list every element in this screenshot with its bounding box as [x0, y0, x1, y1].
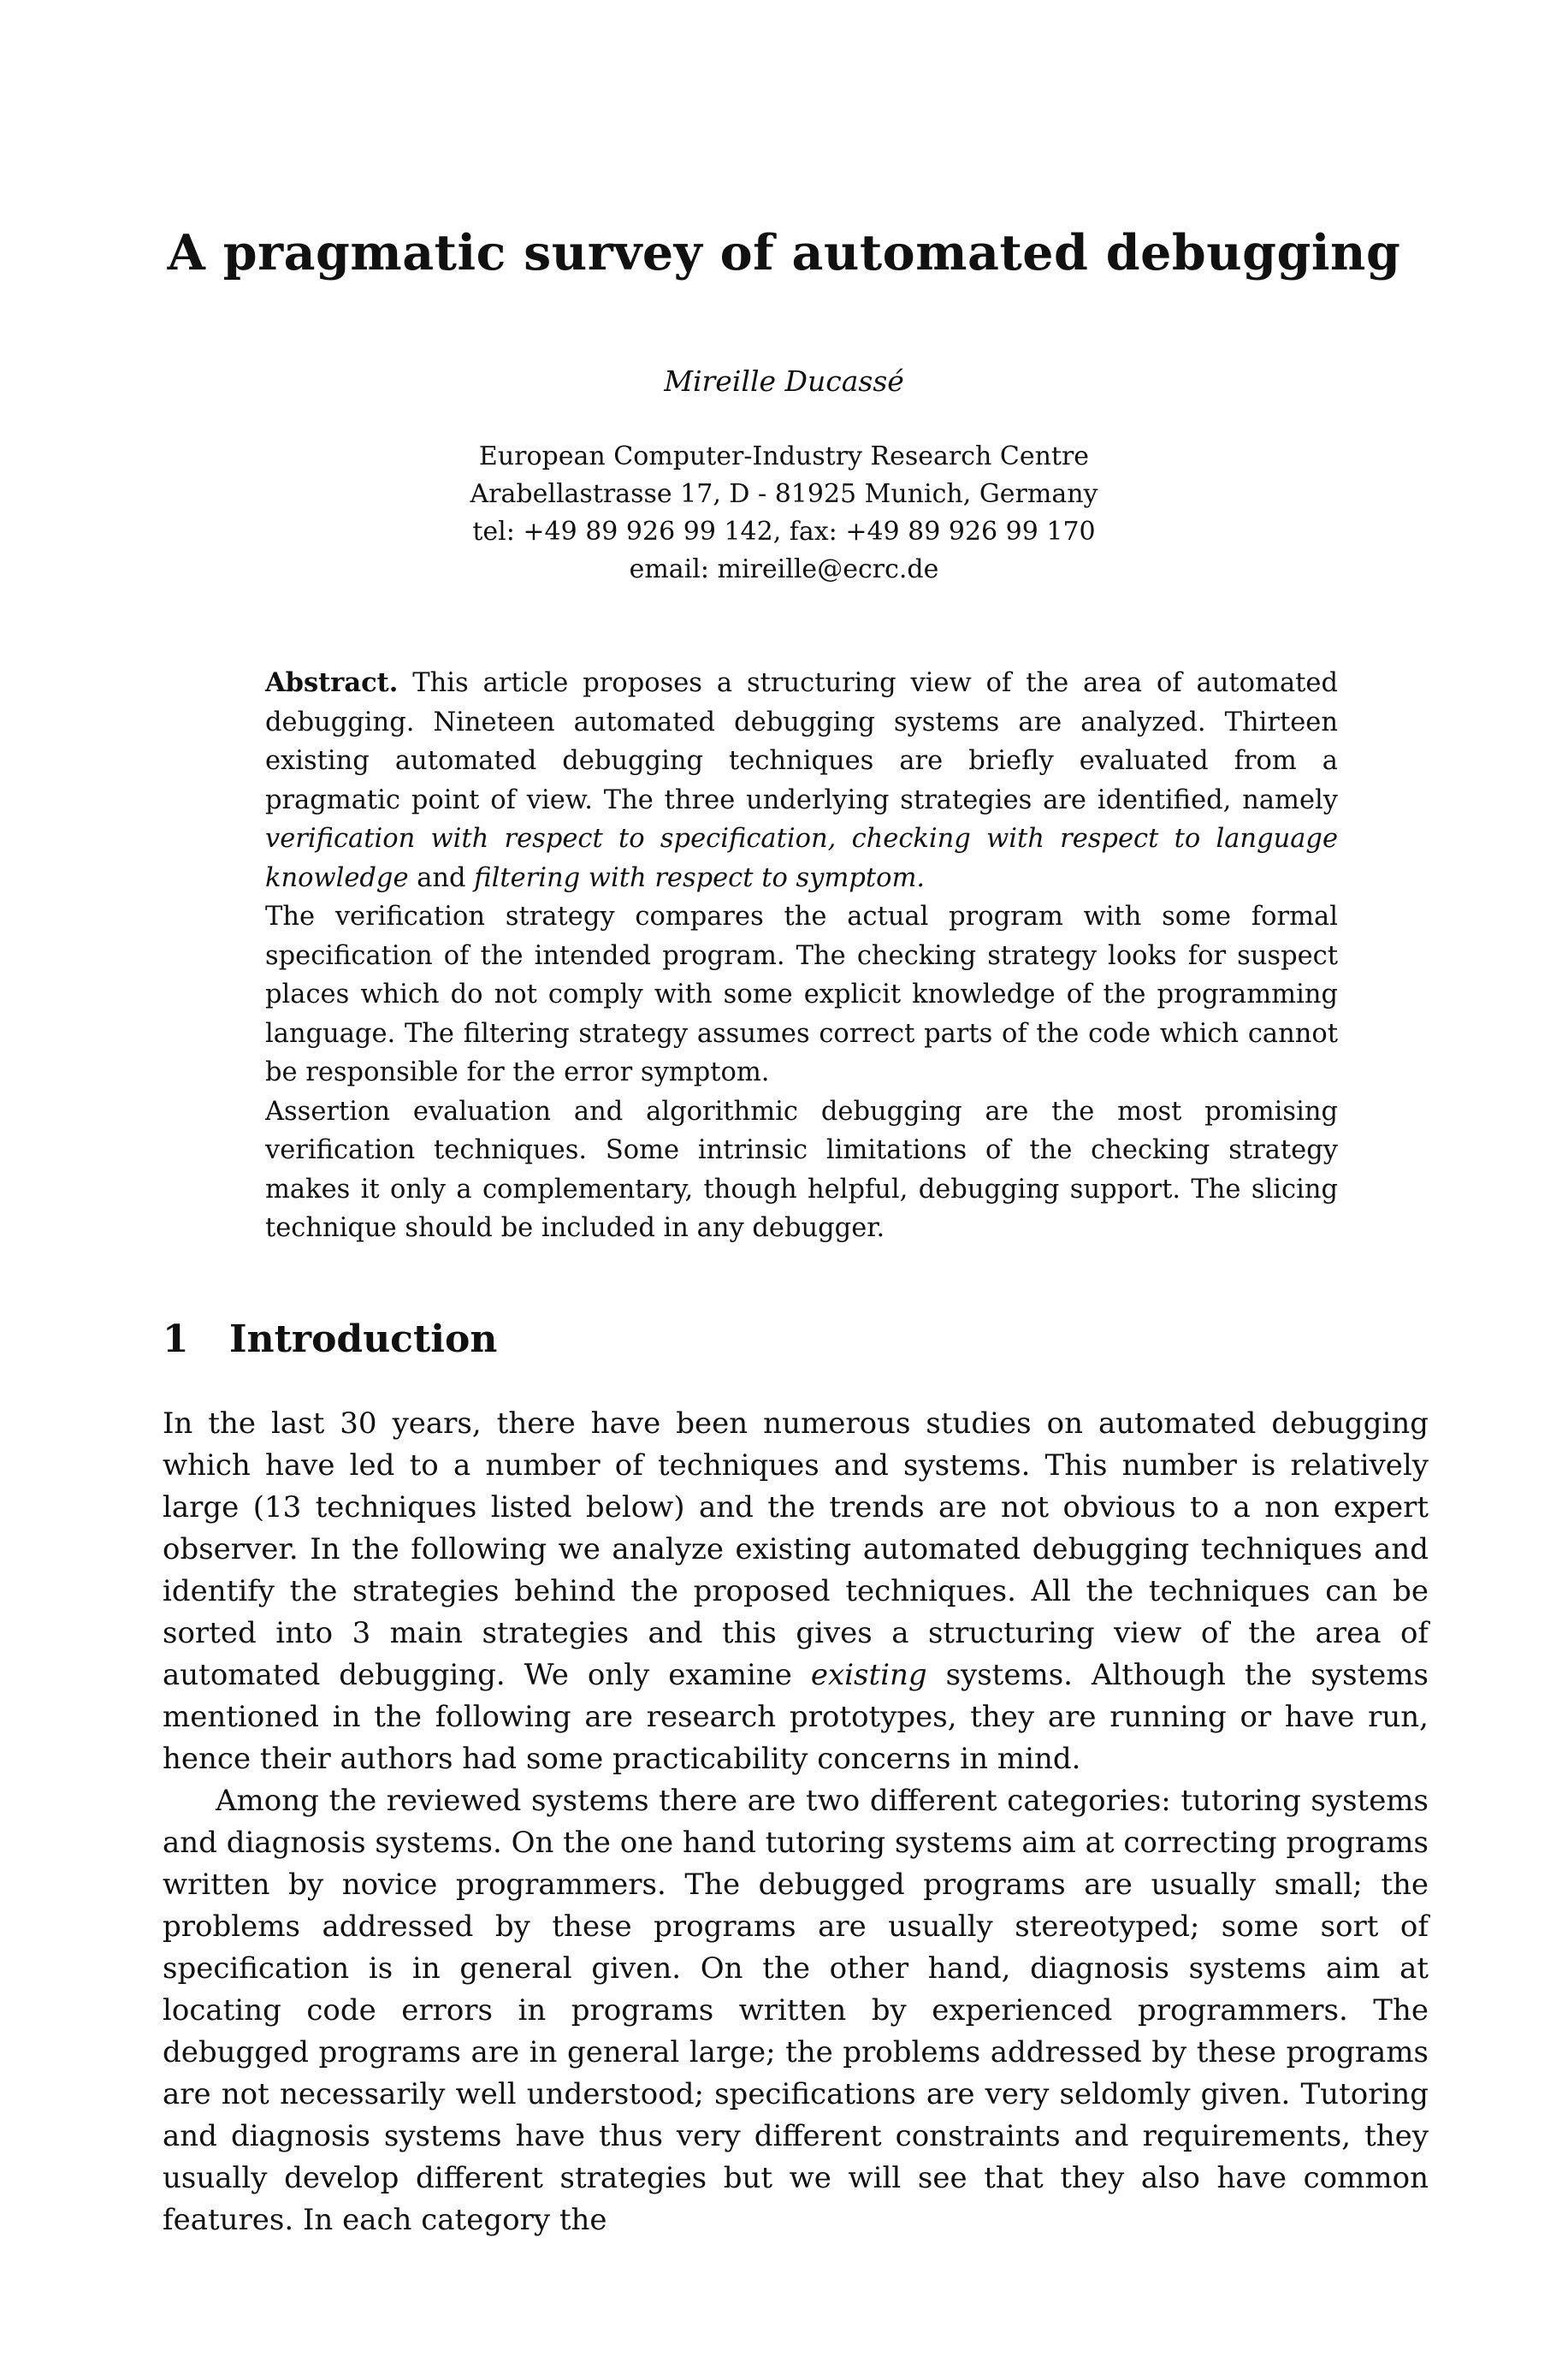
- intro-text: systems. Although the systems mentioned in the following are research prototypes, they are running or have run, hence their authors had some practicability concerns in mind.: [163, 1658, 1429, 1776]
- affiliation-email: email: mireille@ecrc.de: [629, 554, 939, 584]
- intro-paragraph-1: [163, 1403, 1429, 1780]
- abstract-paragraph-1: [265, 664, 1338, 897]
- affiliation-phone: tel: +49 89 926 99 142, fax: +49 89 926 99 170: [472, 517, 1096, 547]
- abstract-paragraph-2: The verification strategy compares the actual program with some formal specification of the intended program. The checking strategy looks for suspect places which do not comply with some explicit knowledge of the programming language. The filtering strategy assumes correct parts of the code which cannot be responsible for the error symptom.: [265, 902, 1338, 1087]
- author-name: Mireille Ducassé: [664, 364, 904, 398]
- abstract-label: Abstract.: [265, 667, 399, 698]
- affiliation-institution: European Computer-Industry Research Centre: [478, 441, 1090, 471]
- section-title: Introduction: [229, 1317, 498, 1361]
- intro-paragraph-2: Among the reviewed systems there are two different categories: tutoring systems and diagnosis systems. On the one hand tutoring systems aim at correcting programs written by novice programmers. The debugged programs are usually small; the problems addressed by these programs are usually stereotyped; some sort of specification is in general given. On the other hand, diagnosis systems aim at locating code errors in programs written by experienced programmers. The debugged programs are in general large; the problems addressed by these programs are not necessarily well understood; specifications are very seldomly given. Tutoring and diagnosis systems have thus very different constraints and requirements, they usually develop different strategies but we will see that they also have common features. In each category the: [163, 1784, 1429, 2237]
- abstract: [265, 664, 1338, 1248]
- intro-emphasis: existing: [810, 1658, 927, 1692]
- abstract-text: and: [417, 862, 466, 893]
- author-affiliation: [0, 438, 1568, 589]
- affiliation-address: Arabellastrasse 17, D - 81925 Munich, Germany: [470, 479, 1098, 509]
- abstract-text: This article proposes a structuring view of the area of automated debugging. Nineteen automated debugging systems are analyzed. Thirteen existing automated debugging techniques are briefly evaluated from a pragmatic point of view. The three underlying strategies are identified, namely: [265, 668, 1338, 815]
- section-number: 1: [163, 1317, 189, 1361]
- abstract-emphasis: verification with respect to specification, checking with respect to language knowledge: [265, 824, 1338, 893]
- intro-text: In the last 30 years, there have been numerous studies on automated debugging which have led to a number of techniques and systems. This number is relatively large (13 techniques listed below) and the trends are not obvious to a non expert observer. In the following we analyze existing automated debugging techniques and identify the strategies behind the proposed techniques. All the techniques can be sorted into 3 main strategies and this gives a structuring view of the area of automated debugging. We only examine: [163, 1406, 1429, 1692]
- abstract-paragraph-3: Assertion evaluation and algorithmic debugging are the most promising verification techniques. Some intrinsic limitations of the checking strategy makes it only a complementary, though helpful, debugging support. The slicing technique should be included in any debugger.: [265, 1096, 1338, 1243]
- paper-title: A pragmatic survey of automated debugging: [167, 224, 1401, 281]
- introduction-body: [163, 1403, 1429, 2241]
- section-heading: [163, 1317, 1360, 1361]
- abstract-emphasis: filtering with respect to symptom.: [474, 862, 926, 893]
